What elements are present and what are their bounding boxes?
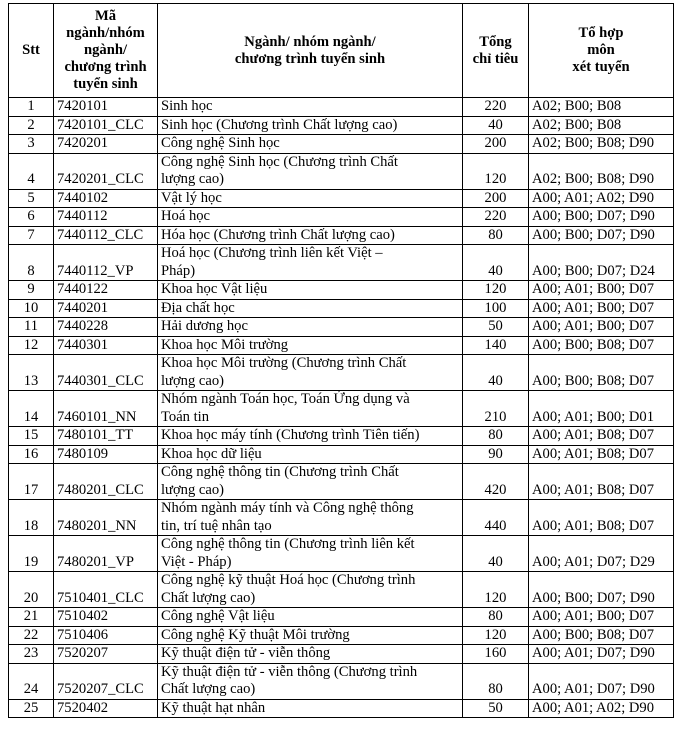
row-name bbox=[158, 299, 463, 318]
row-name bbox=[158, 355, 463, 391]
row-name bbox=[158, 116, 463, 135]
row-combo: A00; A01; B08; D07 bbox=[529, 427, 674, 446]
row-code: 7440301_CLC bbox=[54, 355, 158, 391]
row-name bbox=[158, 318, 463, 337]
table-row bbox=[9, 336, 674, 355]
row-name-line: lượng cao) bbox=[161, 171, 225, 187]
row-name-line: Kỹ thuật hạt nhân bbox=[161, 699, 266, 716]
row-code: 7510406 bbox=[54, 626, 158, 645]
row-code: 7440112_VP bbox=[54, 245, 158, 281]
row-name bbox=[158, 445, 463, 464]
row-name bbox=[158, 391, 463, 427]
row-combo: A00; B00; D07; D90 bbox=[529, 208, 674, 227]
row-stt: 13 bbox=[9, 355, 54, 391]
row-stt: 11 bbox=[9, 318, 54, 337]
header-combo-line: xét tuyển bbox=[572, 59, 630, 75]
row-name-line: Chất lượng cao) bbox=[161, 589, 256, 606]
row-name-line: Khoa học Vật liệu bbox=[161, 281, 268, 297]
header-code-line: tuyển sinh bbox=[73, 76, 138, 92]
row-total: 100 bbox=[463, 299, 529, 318]
row-name bbox=[158, 626, 463, 645]
row-name-line: tin, trí tuệ nhân tạo bbox=[161, 517, 272, 534]
row-stt: 8 bbox=[9, 245, 54, 281]
row-name bbox=[158, 536, 463, 572]
row-total: 40 bbox=[463, 245, 529, 281]
row-name-line: lượng cao) bbox=[161, 481, 225, 498]
row-code: 7510402 bbox=[54, 608, 158, 627]
row-total: 40 bbox=[463, 116, 529, 135]
row-name bbox=[158, 663, 463, 699]
table-row bbox=[9, 299, 674, 318]
row-total: 80 bbox=[463, 608, 529, 627]
table-row bbox=[9, 572, 674, 608]
row-code: 7420201 bbox=[54, 135, 158, 154]
row-code: 7520402 bbox=[54, 699, 158, 718]
row-stt: 19 bbox=[9, 536, 54, 572]
row-name bbox=[158, 464, 463, 500]
row-combo: A00; A01; B00; D07 bbox=[529, 608, 674, 627]
row-name bbox=[158, 98, 463, 117]
row-total: 120 bbox=[463, 153, 529, 189]
row-combo: A00; A01; B00; D01 bbox=[529, 391, 674, 427]
row-combo: A00; B00; D07; D90 bbox=[529, 572, 674, 608]
row-stt: 22 bbox=[9, 626, 54, 645]
row-name-line: Khoa học Môi trường bbox=[161, 336, 289, 353]
table-body bbox=[9, 98, 674, 718]
row-name-line: Công nghệ Sinh học (Chương trình Chất bbox=[161, 153, 398, 170]
row-total: 40 bbox=[463, 355, 529, 391]
table-row bbox=[9, 153, 674, 189]
row-name-line: Nhóm ngành máy tính và Công nghệ thông bbox=[161, 500, 414, 516]
row-name-line: Sinh học (Chương trình Chất lượng cao) bbox=[161, 116, 398, 133]
row-stt: 21 bbox=[9, 608, 54, 627]
row-total: 220 bbox=[463, 208, 529, 227]
row-stt: 23 bbox=[9, 645, 54, 664]
row-name-line: Kỹ thuật điện tử - viễn thông bbox=[161, 645, 331, 661]
row-combo: A00; B00; D07; D90 bbox=[529, 226, 674, 245]
table-row bbox=[9, 189, 674, 208]
header-code-line: Mã bbox=[94, 8, 117, 24]
header-code-line: ngành/ bbox=[84, 42, 127, 58]
row-total: 80 bbox=[463, 663, 529, 699]
table-row bbox=[9, 208, 674, 227]
row-stt: 3 bbox=[9, 135, 54, 154]
table-row bbox=[9, 245, 674, 281]
row-code: 7420101_CLC bbox=[54, 116, 158, 135]
row-name-line: Khoa học dữ liệu bbox=[161, 445, 262, 462]
row-combo: A00; B00; B08; D07 bbox=[529, 336, 674, 355]
table-row bbox=[9, 281, 674, 300]
row-total: 210 bbox=[463, 391, 529, 427]
table-row bbox=[9, 226, 674, 245]
row-name bbox=[158, 608, 463, 627]
row-stt: 5 bbox=[9, 189, 54, 208]
table-row bbox=[9, 391, 674, 427]
header-name-line: Ngành/ nhóm ngành/ bbox=[244, 33, 376, 50]
row-stt: 10 bbox=[9, 299, 54, 318]
table-row bbox=[9, 464, 674, 500]
table-row bbox=[9, 116, 674, 135]
row-combo: A00; B00; B08; D07 bbox=[529, 626, 674, 645]
row-stt: 1 bbox=[9, 98, 54, 117]
row-total: 200 bbox=[463, 135, 529, 154]
row-total: 200 bbox=[463, 189, 529, 208]
row-total: 120 bbox=[463, 281, 529, 300]
row-name bbox=[158, 135, 463, 154]
header-name-line: chương trình tuyển sinh bbox=[234, 50, 386, 67]
row-name bbox=[158, 427, 463, 446]
row-combo: A02; B00; B08; D90 bbox=[529, 153, 674, 189]
row-total: 220 bbox=[463, 98, 529, 117]
row-name-line: Công nghệ thông tin (Chương trình Chất bbox=[161, 464, 399, 480]
row-name bbox=[158, 226, 463, 245]
table-row bbox=[9, 645, 674, 664]
row-total: 440 bbox=[463, 500, 529, 536]
row-code: 7480201_NN bbox=[54, 500, 158, 536]
table-row bbox=[9, 427, 674, 446]
row-code: 7460101_NN bbox=[54, 391, 158, 427]
table-row bbox=[9, 626, 674, 645]
row-name-line: Công nghệ Sinh học bbox=[161, 135, 280, 151]
row-combo: A02; B00; B08 bbox=[529, 98, 674, 117]
row-stt: 15 bbox=[9, 427, 54, 446]
table-row bbox=[9, 355, 674, 391]
row-name bbox=[158, 281, 463, 300]
row-stt: 12 bbox=[9, 336, 54, 355]
row-combo: A00; A01; B00; D07 bbox=[529, 281, 674, 300]
row-name-line: Công nghệ kỹ thuật Hoá học (Chương trình bbox=[161, 572, 416, 588]
row-combo: A00; A01; A02; D90 bbox=[529, 189, 674, 208]
row-stt: 14 bbox=[9, 391, 54, 427]
row-total: 50 bbox=[463, 699, 529, 718]
row-name-line: Địa chất học bbox=[161, 299, 235, 316]
row-total: 420 bbox=[463, 464, 529, 500]
table-row bbox=[9, 608, 674, 627]
row-code: 7440201 bbox=[54, 299, 158, 318]
header-row bbox=[9, 4, 674, 98]
row-code: 7480109 bbox=[54, 445, 158, 464]
row-name-line: lượng cao) bbox=[161, 372, 225, 389]
row-combo: A00; A01; B00; D07 bbox=[529, 299, 674, 318]
header-code-line: ngành/nhóm bbox=[66, 25, 145, 41]
row-code: 7440301 bbox=[54, 336, 158, 355]
row-combo: A00; A01; B08; D07 bbox=[529, 445, 674, 464]
row-combo: A02; B00; B08; D90 bbox=[529, 135, 674, 154]
row-code: 7440122 bbox=[54, 281, 158, 300]
row-stt: 4 bbox=[9, 153, 54, 189]
row-name-line: Hóa học (Chương trình Chất lượng cao) bbox=[161, 226, 395, 243]
row-name bbox=[158, 245, 463, 281]
row-total: 140 bbox=[463, 336, 529, 355]
row-stt: 16 bbox=[9, 445, 54, 464]
header-combo bbox=[529, 4, 674, 98]
row-code: 7520207 bbox=[54, 645, 158, 664]
row-stt: 9 bbox=[9, 281, 54, 300]
table-row bbox=[9, 135, 674, 154]
row-name bbox=[158, 336, 463, 355]
table-row bbox=[9, 536, 674, 572]
row-total: 120 bbox=[463, 572, 529, 608]
row-combo: A00; A01; D07; D29 bbox=[529, 536, 674, 572]
header-combo-line: Tổ hợp bbox=[578, 25, 624, 41]
row-name-line: Công nghệ thông tin (Chương trình liên kết bbox=[161, 536, 415, 552]
row-name bbox=[158, 699, 463, 718]
row-total: 120 bbox=[463, 626, 529, 645]
row-code: 7440102 bbox=[54, 189, 158, 208]
row-name bbox=[158, 500, 463, 536]
row-name-line: Sinh học bbox=[161, 98, 213, 114]
row-code: 7520207_CLC bbox=[54, 663, 158, 699]
row-total: 40 bbox=[463, 536, 529, 572]
row-stt: 18 bbox=[9, 500, 54, 536]
row-name-line: Công nghệ Vật liệu bbox=[161, 608, 275, 624]
row-combo: A00; A01; B00; D07 bbox=[529, 318, 674, 337]
row-name-line: Chất lượng cao) bbox=[161, 681, 256, 697]
row-name bbox=[158, 208, 463, 227]
row-stt: 7 bbox=[9, 226, 54, 245]
row-code: 7510401_CLC bbox=[54, 572, 158, 608]
row-code: 7480101_TT bbox=[54, 427, 158, 446]
row-name-line: Việt - Pháp) bbox=[161, 553, 232, 570]
row-stt: 20 bbox=[9, 572, 54, 608]
row-name bbox=[158, 645, 463, 664]
row-total: 160 bbox=[463, 645, 529, 664]
row-stt: 17 bbox=[9, 464, 54, 500]
row-name bbox=[158, 189, 463, 208]
row-total: 50 bbox=[463, 318, 529, 337]
row-name-line: Hoá học bbox=[161, 208, 211, 224]
row-code: 7480201_VP bbox=[54, 536, 158, 572]
table-row bbox=[9, 663, 674, 699]
row-code: 7440112 bbox=[54, 208, 158, 227]
row-name-line: Khoa học Môi trường (Chương trình Chất bbox=[161, 355, 407, 371]
row-combo: A00; A01; D07; D90 bbox=[529, 645, 674, 664]
row-combo: A00; A01; A02; D90 bbox=[529, 699, 674, 718]
row-stt: 24 bbox=[9, 663, 54, 699]
row-name-line: Kỹ thuật điện tử - viễn thông (Chương trình bbox=[161, 663, 418, 680]
row-code: 7480201_CLC bbox=[54, 464, 158, 500]
row-stt: 2 bbox=[9, 116, 54, 135]
table-row bbox=[9, 699, 674, 718]
header-total-line: Tổng bbox=[479, 33, 512, 50]
row-combo: A00; B00; D07; D24 bbox=[529, 245, 674, 281]
row-total: 80 bbox=[463, 427, 529, 446]
header-name bbox=[158, 4, 463, 98]
row-stt: 25 bbox=[9, 699, 54, 718]
row-stt: 6 bbox=[9, 208, 54, 227]
admission-table bbox=[8, 3, 674, 718]
row-name-line: Pháp) bbox=[161, 262, 196, 279]
row-name-line: Hải dương học bbox=[161, 318, 248, 334]
table-row bbox=[9, 318, 674, 337]
row-code: 7420201_CLC bbox=[54, 153, 158, 189]
row-name-line: Hoá học (Chương trình liên kết Việt – bbox=[161, 245, 383, 261]
row-total: 90 bbox=[463, 445, 529, 464]
row-combo: A02; B00; B08 bbox=[529, 116, 674, 135]
table-row bbox=[9, 500, 674, 536]
header-stt: Stt bbox=[9, 4, 54, 98]
row-total: 80 bbox=[463, 226, 529, 245]
header-total-line: chỉ tiêu bbox=[472, 50, 519, 67]
row-name-line: Khoa học máy tính (Chương trình Tiên tiến) bbox=[161, 427, 420, 443]
row-code: 7440228 bbox=[54, 318, 158, 337]
row-name bbox=[158, 572, 463, 608]
row-name-line: Nhóm ngành Toán học, Toán Ứng dụng và bbox=[161, 391, 410, 407]
row-code: 7440112_CLC bbox=[54, 226, 158, 245]
table-row bbox=[9, 98, 674, 117]
row-combo: A00; B00; B08; D07 bbox=[529, 355, 674, 391]
row-combo: A00; A01; B08; D07 bbox=[529, 500, 674, 536]
header-code-line: chương trình bbox=[64, 59, 147, 75]
row-name-line: Vật lý học bbox=[161, 189, 222, 206]
row-code: 7420101 bbox=[54, 98, 158, 117]
row-name-line: Công nghệ Kỹ thuật Môi trường bbox=[161, 626, 350, 643]
header-total bbox=[463, 4, 529, 98]
header-code bbox=[54, 4, 158, 98]
row-name bbox=[158, 153, 463, 189]
row-combo: A00; A01; D07; D90 bbox=[529, 663, 674, 699]
row-combo: A00; A01; B08; D07 bbox=[529, 464, 674, 500]
row-name-line: Toán tin bbox=[161, 408, 210, 425]
header-combo-line: môn bbox=[587, 42, 615, 58]
table-row bbox=[9, 445, 674, 464]
